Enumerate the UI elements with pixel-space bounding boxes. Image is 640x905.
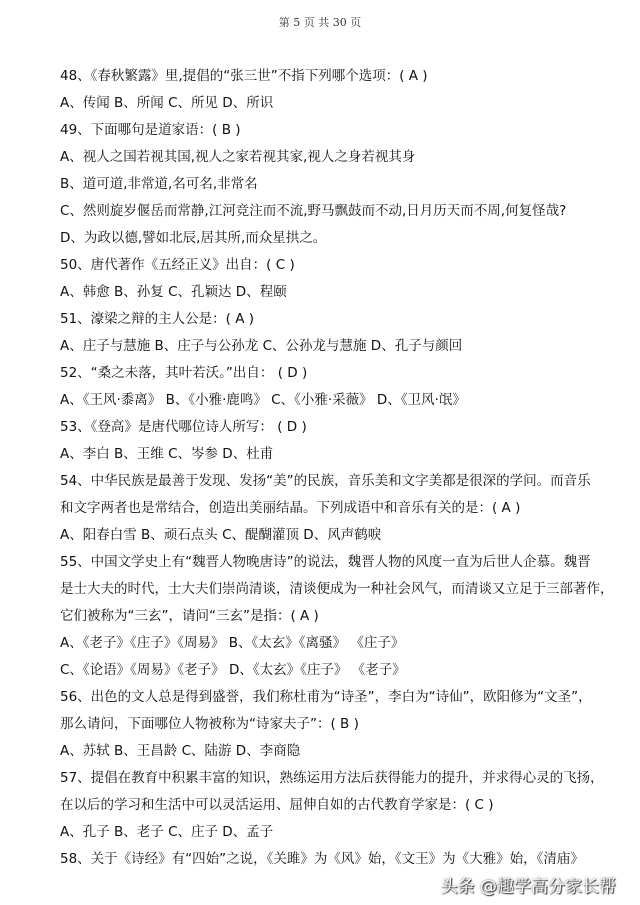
watermark: 头条 @趣学高分家长帮 [440, 877, 616, 897]
question-49-option-c: C、然则旋岁偃岳而常静,江河竞注而不流,野马飘鼓而不动,日月历天而不周,何复怪哉? [60, 203, 567, 219]
question-49-option-a: A、视人之国若视其国,视人之家若视其家,视人之身若视其身 [60, 149, 416, 165]
question-57-options: A、孔子 B、老子 C、庄子 D、孟子 [60, 824, 274, 840]
question-49-option-b: B、道可道,非常道,名可名,非常名 [60, 176, 258, 192]
question-55-stem-3: 它们被称为“三玄”，请问“三玄”是指：( A ) [60, 608, 319, 624]
question-52-options: A、《王风·黍离》 B、《小雅·鹿鸣》 C、《小雅·采薇》 D、《卫风·氓》 [60, 392, 466, 408]
question-49-stem: 49、下面哪句是道家语：( B ) [60, 122, 241, 138]
question-48-stem: 48、《春秋繁露》里,提倡的“张三世”不指下列哪个选项：( A ) [60, 68, 428, 84]
question-54-options: A、阳春白雪 B、顽石点头 C、醍醐灌顶 D、风声鹤唳 [60, 527, 382, 543]
question-54-stem-1: 54、中华民族是最善于发现、发扬“美”的民族，音乐美和文字美都是很深的学问。而音乐 [60, 473, 591, 489]
question-56-stem-2: 那么请问，下面哪位人物被称为“诗家夫子”：( B ) [60, 716, 359, 732]
question-50-stem: 50、唐代著作《五经正义》出自：( C ) [60, 257, 295, 273]
page-header: 第 5 页 共 30 页 [278, 16, 362, 29]
question-56-stem-1: 56、出色的文人总是得到盛誉，我们称杜甫为“诗圣”，李白为“诗仙”，欧阳修为“文圣”， [60, 689, 592, 705]
question-50-options: A、韩愈 B、孙复 C、孔颖达 D、程颐 [60, 284, 287, 300]
question-53-stem: 53、《登高》是唐代哪位诗人所写： ( D ) [60, 419, 307, 435]
question-48-options: A、传闻 B、所闻 C、所见 D、所识 [60, 95, 274, 111]
question-56-options: A、苏轼 B、王昌龄 C、陆游 D、李商隐 [60, 743, 301, 759]
question-54-stem-2: 和文字两者也是常结合，创造出美丽结晶。下列成语中和音乐有关的是：( A ) [60, 500, 521, 516]
question-57-stem-1: 57、提倡在教育中积累丰富的知识，熟练运用方法后获得能力的提升，并求得心灵的飞扬， [60, 770, 604, 786]
question-58-stem-1: 58、关于《诗经》有“四始”之说，《关雎》为《风》始，《文王》为《大雅》始，《清庙》 [60, 851, 584, 867]
question-57-stem-2: 在以后的学习和生活中可以灵活运用、屈伸自如的古代教育学家是：( C ) [60, 797, 494, 813]
question-55-stem-2: 是士大夫的时代，士大夫们崇尚清谈，清谈便成为一种社会风气，而清谈又立足于三部著作， [60, 581, 614, 597]
question-49-option-d: D、为政以德,譬如北辰,居其所,而众星拱之。 [60, 230, 327, 246]
question-53-options: A、李白 B、王维 C、岑参 D、杜甫 [60, 446, 274, 462]
question-51-options: A、庄子与慧施 B、庄子与公孙龙 C、公孙龙与慧施 D、孔子与颜回 [60, 338, 463, 354]
question-51-stem: 51、濠梁之辩的主人公是：( A ) [60, 311, 255, 327]
question-55-options-cd: C、《论语》《周易》《老子》 D、《太玄》《庄子》 《老子》 [60, 662, 406, 678]
question-52-stem: 52、“桑之未落，其叶若沃。”出自： ( D ) [60, 365, 308, 381]
question-55-stem-1: 55、中国文学史上有“魏晋人物晚唐诗”的说法，魏晋人物的风度一直为后世人企慕。魏晋 [60, 554, 591, 570]
question-55-options-ab: A、《老子》《庄子》《周易》 B、《太玄》《离骚》 《庄子》 [60, 635, 405, 651]
